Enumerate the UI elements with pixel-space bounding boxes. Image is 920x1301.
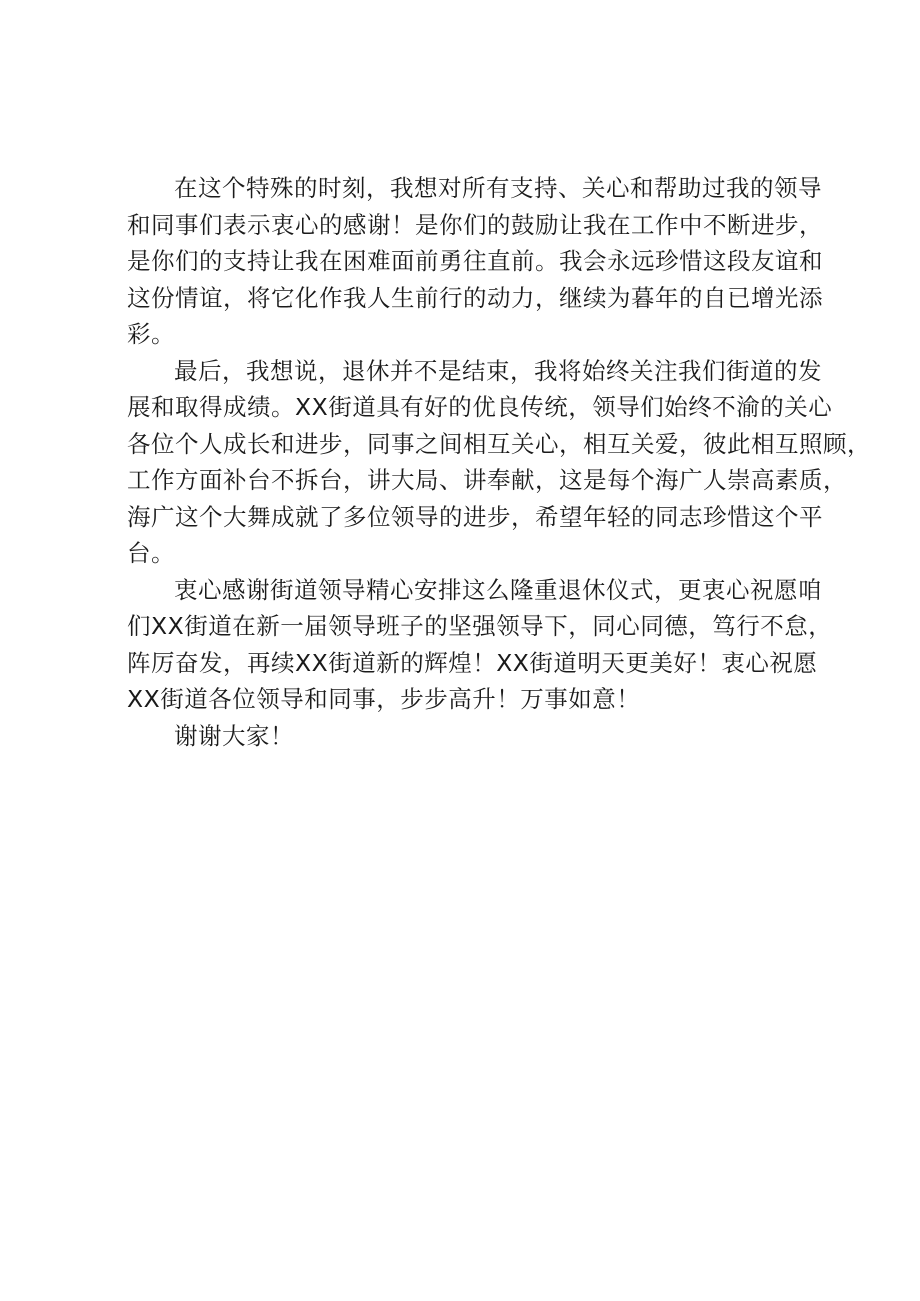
text-line: 彩。 (127, 320, 175, 348)
text-line: XX街道各位领导和同事，步步高升！万事如意！ (127, 685, 641, 713)
paragraph-wishes (127, 572, 833, 718)
text-line: 海广这个大舞成就了多位领导的进步，希望年轻的同志珍惜这个平 (127, 502, 823, 531)
text-line: 是你们的支持让我在困难面前勇往直前。我会永远珍惜这段友谊和 (127, 247, 823, 275)
text-line: 谢谢大家！ (174, 721, 294, 750)
paragraph-thanks (127, 170, 823, 353)
text-line: 各位个人成长和进步，同事之间相互关心，相互关爱，彼此相互照顾， (127, 429, 871, 458)
text-line: 展和取得成绩。XX街道具有好的优良传统，领导们始终不渝的关心 (127, 393, 833, 421)
text-line: 最后，我想说，退休并不是结束，我将始终关注我们街道的发 (174, 356, 822, 385)
text-line: 阵厉奋发，再续XX街道新的辉煌！XX街道明天更美好！衷心祝愿 (127, 648, 818, 677)
text-line: 衷心感谢街道领导精心安排这么隆重退休仪式，更衷心祝愿咱 (174, 575, 822, 604)
paragraph-thank-you (127, 718, 815, 755)
text-line: 这份情谊，将它化作我人生前行的动力，继续为暮年的自已增光添 (127, 283, 823, 312)
document-body (127, 170, 871, 754)
text-line: 工作方面补台不拆台，讲大局、讲奉献，这是每个海广人崇高素质， (127, 466, 847, 494)
paragraph-closing-remarks (127, 353, 871, 572)
text-line: 在这个特殊的时刻，我想对所有支持、关心和帮助过我的领导 (174, 174, 822, 202)
text-line: 们XX街道在新一届领导班子的坚强领导下，同心同德，笃行不怠， (127, 612, 833, 640)
text-line: 台。 (127, 539, 175, 567)
text-line: 和同事们表示衷心的感谢！是你们的鼓励让我在工作中不断进步， (127, 210, 823, 239)
